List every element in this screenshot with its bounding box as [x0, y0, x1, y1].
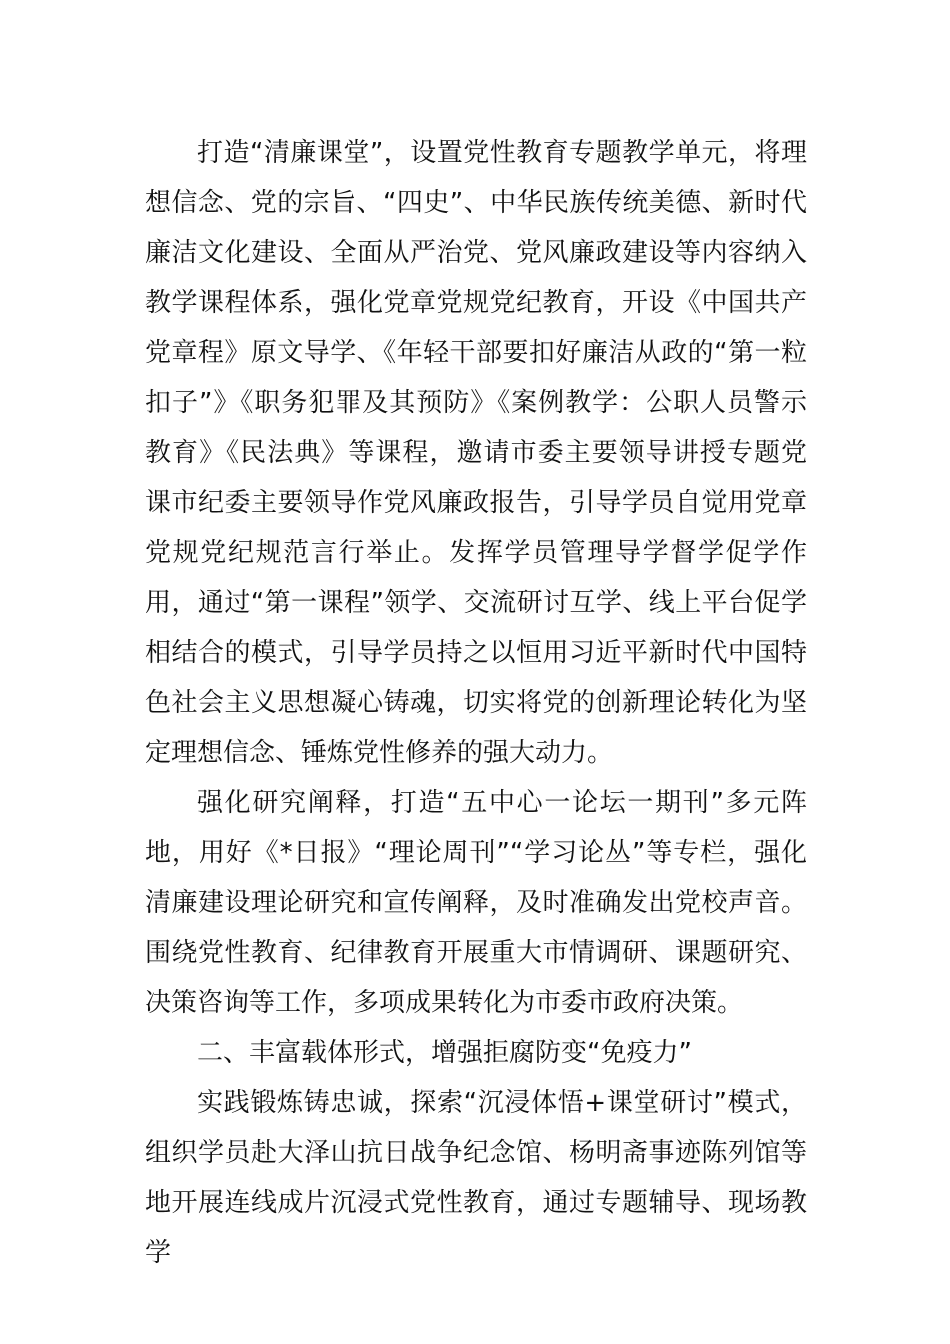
- paragraph-practice-training: 实践锻炼铸忠诚，探索“沉浸体悟+课堂研讨”模式，组织学员赴大泽山抗日战争纪念馆、杨明斋事迹陈列馆等地开展连线成片沉浸式党性教育，通过专题辅导、现场教学: [145, 1088, 807, 1268]
- section-heading: 二、丰富载体形式，增强拒腐防变“免疫力”: [197, 1038, 692, 1068]
- paragraph-clean-classroom: 打造“清廉课堂”，设置党性教育专题教学单元，将理想信念、党的宗旨、“四史”、中华民族传统美德、新时代廉洁文化建设、全面从严治党、党风廉政建设等内容纳入教学课程体系，强化党章党规党纪教育，开设《中国共产党章程》原文导学、《年轻干部要扣好廉洁从政的“第一粒扣子”》《职务犯罪及其预防》《案例教学：公职人员警示教育》《民法典》等课程，邀请市委主要领导讲授专题党课市纪委主要领导作党风廉政报告，引导学员自觉用党章党规党纪规范言行举止。发挥学员管理导学督学促学作用，通过“第一课程”领学、交流研讨互学、线上平台促学相结合的模式，引导学员持之以恒用习近平新时代中国特色社会主义思想凝心铸魂，切实将党的创新理论转化为坚定理想信念、锤炼党性修养的强大动力。: [145, 138, 807, 768]
- document-body: [145, 128, 807, 1278]
- paragraph-research-interpretation: 强化研究阐释，打造“五中心一论坛一期刊”多元阵地，用好《*日报》“理论周刊”“学习论丛”等专栏，强化清廉建设理论研究和宣传阐释，及时准确发出党校声音。围绕党性教育、纪律教育开展重大市情调研、课题研究、决策咨询等工作，多项成果转化为市委市政府决策。: [145, 788, 807, 1018]
